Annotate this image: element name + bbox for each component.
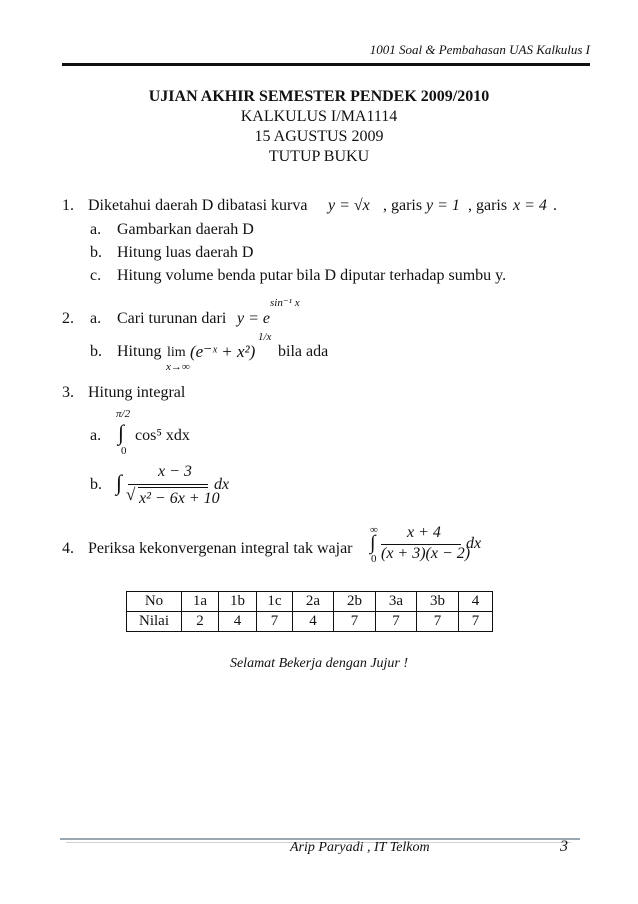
header-rule <box>62 63 590 66</box>
q1a-label: a. <box>90 221 102 238</box>
q3b-sqrt-bar <box>138 487 208 488</box>
grade-table-row-header <box>127 592 493 612</box>
q2-number: 2. <box>62 310 74 327</box>
table-cell: 2b <box>334 592 376 612</box>
q1b-label: b. <box>90 244 102 261</box>
q2a-exponent: sin⁻¹ x <box>270 297 300 309</box>
exam-date: 15 AGUSTUS 2009 <box>254 128 384 145</box>
footer-author: Arip Paryadi , IT Telkom <box>290 840 430 855</box>
running-header: 1001 Soal & Pembahasan UAS Kalkulus I <box>369 42 590 57</box>
table-cell: 7 <box>459 612 493 632</box>
closing-message: Selamat Bekerja dengan Jujur ! <box>229 656 409 671</box>
table-cell: 7 <box>417 612 459 632</box>
table-cell: 1b <box>219 592 257 612</box>
table-cell: 2a <box>293 592 334 612</box>
exam-title: UJIAN AKHIR SEMESTER PENDEK 2009/2010 <box>148 88 490 105</box>
q2a-expression: y = e <box>237 310 270 327</box>
q2b-lim-subscript: x→∞ <box>166 361 190 373</box>
q3b-fraction-bar <box>128 484 208 485</box>
table-cell: 7 <box>334 612 376 632</box>
table-cell: 7 <box>376 612 417 632</box>
table-cell: 3a <box>376 592 417 612</box>
table-cell: Nilai <box>127 612 182 632</box>
table-cell: No <box>127 592 182 612</box>
grade-table-row-values <box>127 612 493 632</box>
table-cell: 4 <box>293 612 334 632</box>
q4-numerator: x + 4 <box>407 524 441 541</box>
q2b-lim: lim <box>167 345 186 360</box>
q2b-exponent: 1/x <box>258 331 272 343</box>
q2a-label: a. <box>90 310 102 327</box>
exam-mode: TUTUP BUKU <box>268 148 370 165</box>
q3b-denominator: x² − 6x + 10 <box>139 490 220 507</box>
q2a-text: Cari turunan dari <box>117 310 227 327</box>
q1c-text: Hitung volume benda putar bila D diputar terhadap sumbu y. <box>117 267 507 284</box>
q4-dx: dx <box>466 535 482 552</box>
course-code: KALKULUS I/MA1114 <box>240 108 398 125</box>
q1-end: . <box>553 197 557 214</box>
table-cell: 1a <box>182 592 219 612</box>
q1-text: Diketahui daerah D dibatasi kurva <box>88 197 308 214</box>
q2b-tail: bila ada <box>278 343 329 360</box>
q1b-text: Hitung luas daerah D <box>117 244 254 261</box>
q3a-integrand: cos⁵ xdx <box>135 427 190 444</box>
q1a-text: Gambarkan daerah D <box>117 221 254 238</box>
q4-denominator: (x + 3)(x − 2) <box>381 545 471 562</box>
q3a-upper-limit: π/2 <box>116 408 131 420</box>
q3b-sqrt-icon: √ <box>126 485 136 504</box>
table-cell: 3b <box>417 592 459 612</box>
q1c-label: c. <box>90 267 102 284</box>
q1-line2: x = 4 <box>513 197 547 214</box>
q4-number: 4. <box>62 540 74 557</box>
q2b-expression: (e⁻ˣ + x²) <box>190 342 256 361</box>
q3b-integral-sign-icon: ∫ <box>116 470 123 495</box>
page-number: 3 <box>560 838 568 855</box>
table-cell: 1c <box>257 592 293 612</box>
q1-curve: y = √x <box>328 197 370 214</box>
q3b-label: b. <box>90 476 102 493</box>
q3a-lower-limit: 0 <box>121 445 127 457</box>
q3-text: Hitung integral <box>88 384 186 401</box>
q4-upper-limit: ∞ <box>370 524 378 536</box>
table-cell: 4 <box>459 592 493 612</box>
q1-number: 1. <box>62 197 74 214</box>
q4-text: Periksa kekonvergenan integral tak wajar <box>88 540 353 557</box>
table-cell: 7 <box>257 612 293 632</box>
q2b-text: Hitung <box>117 343 162 360</box>
table-cell: 2 <box>182 612 219 632</box>
q2b-label: b. <box>90 343 102 360</box>
q1-sep1: , garis <box>383 197 423 214</box>
q1-sep2: , garis <box>468 197 508 214</box>
q1-line1: y = 1 <box>426 197 460 214</box>
q4-integral-sign-icon: ∫ <box>370 532 376 554</box>
q3a-integral-sign-icon: ∫ <box>118 420 125 445</box>
q3-number: 3. <box>62 384 74 401</box>
grade-table <box>126 591 493 632</box>
q3b-dx: dx <box>214 476 230 493</box>
table-cell: 4 <box>219 612 257 632</box>
q3b-numerator: x − 3 <box>158 463 192 480</box>
q4-lower-limit: 0 <box>371 553 377 565</box>
q3a-label: a. <box>90 427 102 444</box>
